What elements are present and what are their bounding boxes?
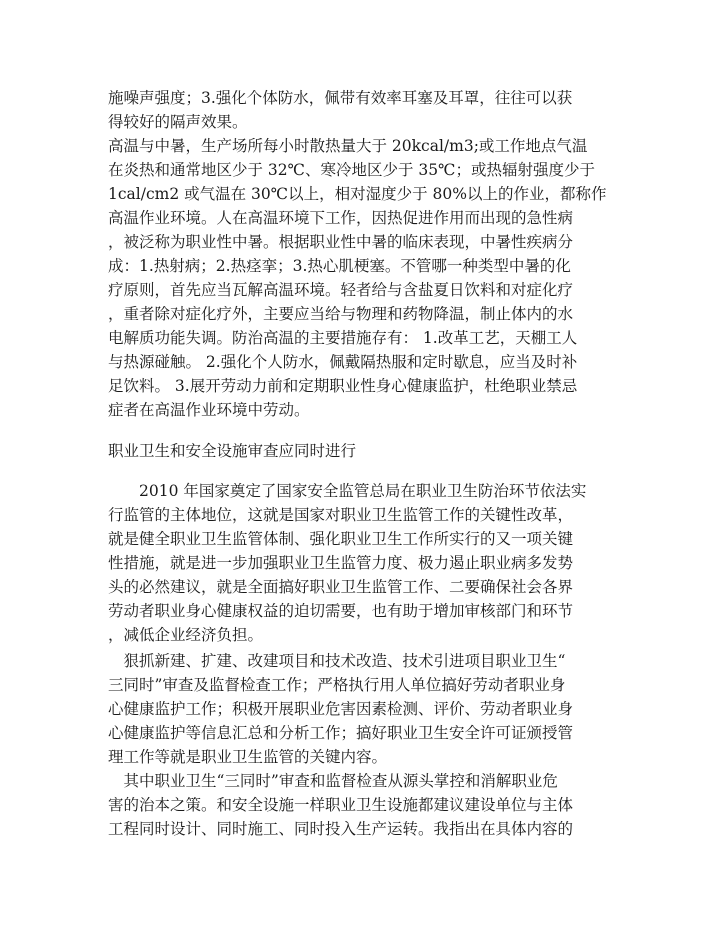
text-line: 高温作业环境。人在高温环境下工作，因热促进作用而出现的急性病 [108,209,574,227]
text-line: ，被泛称为职业性中暑。根据职业性中暑的临床表现，中暑性疾病分 [108,233,574,251]
text-line: 心健康监护等信息汇总和分析工作；搞好职业卫生安全许可证颁授管 [108,724,574,742]
text-line: 疗原则，首先应当瓦解高温环境。轻者给与含盐夏日饮料和对症化疗 [108,281,574,299]
text-line: 症者在高温作业环境中劳动。 [108,401,310,419]
text-line: 其中职业卫生“三同时”审查和监督检查从源头掌控和消解职业危 [108,772,558,790]
section-heading: 职业卫生和安全设施审查应同时进行 [108,442,357,460]
text-line: 成：1.热射病；2.热痉挛；3.热心肌梗塞。不管哪一种类型中暑的化 [108,257,571,275]
text-line: 行监管的主体地位，这就是国家对职业卫生监管工作的关键性改革， [108,506,574,524]
paragraph-noise-end [108,86,618,134]
text-line: 工程同时设计、同时施工、同时投入生产运转。我指出在具体内容的 [108,820,574,838]
text-line: ，减低企业经济负担。 [108,626,264,644]
text-line: 三同时”审查及监督检查工作；严格执行用人单位搞好劳动者职业身 [108,676,566,694]
text-line: 狠抓新建、扩建、改建项目和技术改造、技术引进项目职业卫生“ [108,652,566,670]
text-line: 害的治本之策。和安全设施一样职业卫生设施都建议建设单位与主体 [108,796,574,814]
paragraph-2010-reform [108,479,618,647]
text-line: 1cal/cm2 或气温在 30℃以上，相对湿度少于 80%以上的作业，都称作 [108,185,607,203]
text-line: 头的必然建议，就是全面搞好职业卫生监管工作、二要确保社会各界 [108,578,574,596]
text-line: 劳动者职业身心健康权益的迫切需要，也有助于增加审核部门和环节 [108,602,574,620]
text-line: 高温与中暑，生产场所每小时散热量大于 20kcal/m3;或工作地点气温 [108,137,588,155]
text-line: 电解质功能失调。防治高温的主要措施存有： 1.改革工艺，天棚工人 [108,329,578,347]
text-line: ，重者除对症化疗外，主要应当给与物理和药物降温，制止体内的水 [108,305,574,323]
text-line: 就是健全职业卫生监管体制、强化职业卫生工作所实行的又一项关键 [108,530,574,548]
text-line: 理工作等就是职业卫生监管的关键内容。 [108,748,388,766]
text-line: 心健康监护工作；积极开展职业危害因素检测、评价、劳动者职业身 [108,700,574,718]
paragraph-key-tasks [108,649,618,769]
text-line: 性措施，就是进一步加强职业卫生监管力度、极力遏止职业病多发势 [108,554,574,572]
text-line: 得较好的隔声效果。 [108,113,248,131]
text-line: 足饮料。 3.展开劳动力前和定期职业性身心健康监护，杜绝职业禁忌 [108,377,578,395]
paragraph-heat-stroke [108,134,618,422]
text-line: 与热源碰触。 2.强化个人防水，佩戴隔热服和定时歇息，应当及时补 [108,353,578,371]
text-line: 在炎热和通常地区少于 32℃、寒冷地区少于 35℃；或热辐射强度少于 [108,161,595,179]
text-line: 施噪声强度；3.强化个体防水，佩带有效率耳塞及耳罩，往往可以获 [108,89,573,107]
text-line: 2010 年国家奠定了国家安全监管总局在职业卫生防治环节依法实 [108,482,587,500]
paragraph-three-simultaneous [108,769,618,841]
